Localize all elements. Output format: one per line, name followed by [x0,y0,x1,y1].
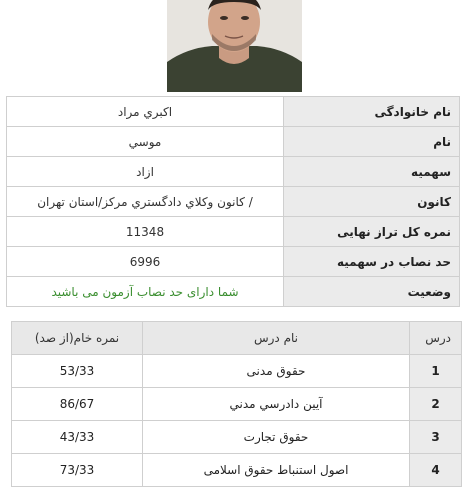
info-label: حد نصاب در سهمیه [284,247,460,277]
course-score: 86/67 [12,388,143,421]
grades-table [11,321,462,487]
info-value: 11348 [7,217,284,247]
info-row-status [7,277,460,307]
table-row [12,454,462,487]
info-label: کانون [284,187,460,217]
course-number: 1 [410,355,462,388]
info-label: نمره کل تراز نهایی [284,217,460,247]
info-label: وضعیت [284,277,460,307]
course-name: حقوق تجارت [143,421,410,454]
info-row-quota [7,157,460,187]
grades-header-row [12,322,462,355]
course-name: آيين دادرسي مدني [143,388,410,421]
course-name: حقوق مدنی [143,355,410,388]
column-header-course-name: نام درس [143,322,410,355]
info-value: ازاد [7,157,284,187]
info-value: 6996 [7,247,284,277]
photo-area [0,0,471,96]
info-value: موسي [7,127,284,157]
course-name: اصول استنباط حقوق اسلامی [143,454,410,487]
info-row-final-score [7,217,460,247]
info-row-threshold [7,247,460,277]
info-value: / كانون وكلاي دادگستري مركز/استان تهران [7,187,284,217]
info-value: اكبري مراد [7,97,284,127]
info-row-firstname [7,127,460,157]
candidate-photo [167,0,302,92]
table-row [12,388,462,421]
course-score: 73/33 [12,454,143,487]
course-number: 4 [410,454,462,487]
info-label: نام [284,127,460,157]
table-row [12,355,462,388]
column-header-course-number: درس [410,322,462,355]
course-score: 43/33 [12,421,143,454]
course-number: 2 [410,388,462,421]
column-header-raw-score: نمره خام(از صد) [12,322,143,355]
course-score: 53/33 [12,355,143,388]
info-row-bar-association [7,187,460,217]
info-label: نام خانوادگی [284,97,460,127]
candidate-info-table [6,96,460,307]
info-row-lastname [7,97,460,127]
table-row [12,421,462,454]
course-number: 3 [410,421,462,454]
info-label: سهمیه [284,157,460,187]
status-message: شما دارای حد نصاب آزمون می باشید [7,277,284,307]
